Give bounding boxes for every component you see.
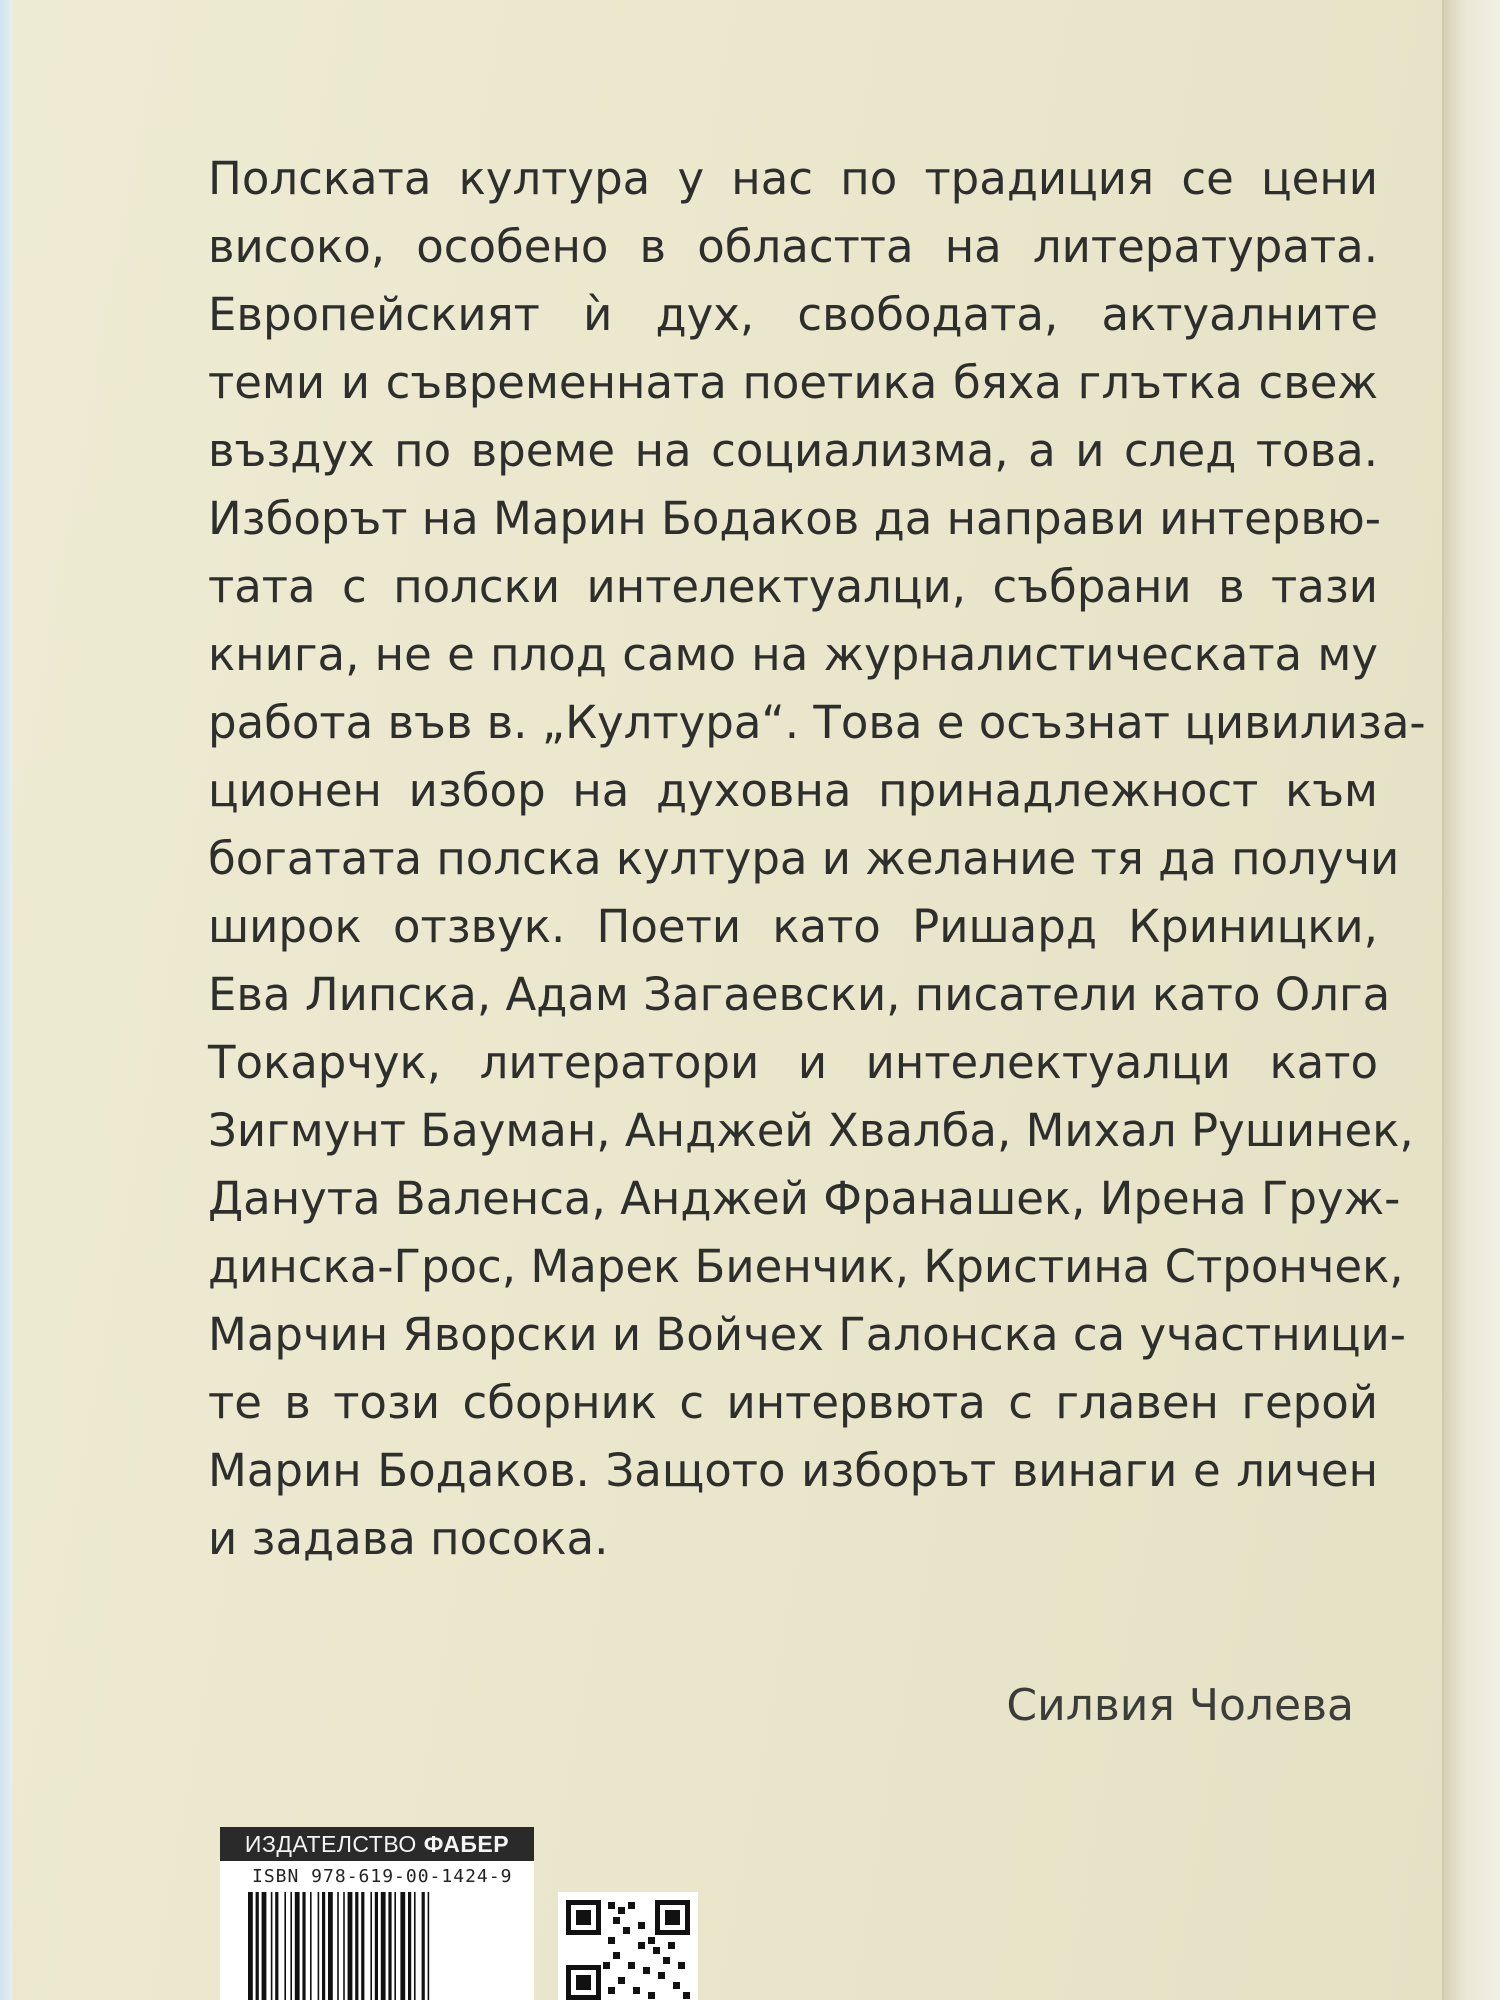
- blurb-line: теми и съвременната поетика бяха глътка свеж: [208, 356, 1378, 409]
- blurb-line: Данута Валенса, Анджей Франашек, Ирена Груж-: [208, 1172, 1401, 1225]
- blurb-author: Силвия Чолева: [1006, 1680, 1354, 1731]
- blurb-line: книга, не е плод само на журналистическата му: [208, 628, 1378, 681]
- blurb-line: и задава посока.: [208, 1512, 609, 1565]
- book-spine: [1442, 0, 1500, 2000]
- blurb-line: тата с полски интелектуалци, събрани в тази: [208, 560, 1378, 613]
- adjacent-page-edge: [0, 0, 12, 2000]
- blurb-line: Европейският ѝ дух, свободата, актуалните: [208, 288, 1378, 341]
- blurb-line: Токарчук, литератори и интелектуалци като: [208, 1036, 1378, 1089]
- publisher-label: [220, 1827, 534, 1861]
- blurb-line: Изборът на Марин Бодаков да направи интервю-: [208, 492, 1382, 545]
- blurb-line: динска-Грос, Марек Биенчик, Кристина Стрончек,: [208, 1240, 1404, 1293]
- isbn-number: ISBN 978-619-00-1424-9: [252, 1866, 513, 1887]
- blurb-line: широк отзвук. Поети като Ришард Криницки,: [208, 900, 1378, 953]
- blurb-line: Марин Бодаков. Защото изборът винаги е личен: [208, 1444, 1378, 1497]
- blurb-line: високо, особено в областта на литературата.: [208, 220, 1378, 273]
- blurb-line: работа във в. „Култура“. Това е осъзнат цивилиза-: [208, 696, 1426, 749]
- publisher-name: ФАБЕР: [423, 1831, 510, 1857]
- blurb-line: богатата полска култура и желание тя да получи: [208, 832, 1400, 885]
- blurb-line: ционен избор на духовна принадлежност към: [208, 764, 1378, 817]
- blurb-line: Марчин Яворски и Войчех Галонска са участници-: [208, 1308, 1406, 1361]
- publisher-prefix: ИЗДАТЕЛСТВО: [244, 1831, 417, 1857]
- blurb-line: въздух по време на социализма, а и след това.: [208, 424, 1378, 477]
- blurb-line: Ева Липска, Адам Загаевски, писатели като Олга: [208, 968, 1391, 1021]
- blurb-line: Полската култура у нас по традиция се цени: [208, 152, 1378, 205]
- qr-code-icon: [558, 1892, 698, 2000]
- blurb-line: Зигмунт Бауман, Анджей Хвалба, Михал Рушинек,: [208, 1104, 1414, 1157]
- barcode-icon: [246, 1892, 516, 2000]
- blurb-line: те в този сборник с интервюта с главен герой: [208, 1376, 1378, 1429]
- blurb-text: [208, 145, 1426, 1573]
